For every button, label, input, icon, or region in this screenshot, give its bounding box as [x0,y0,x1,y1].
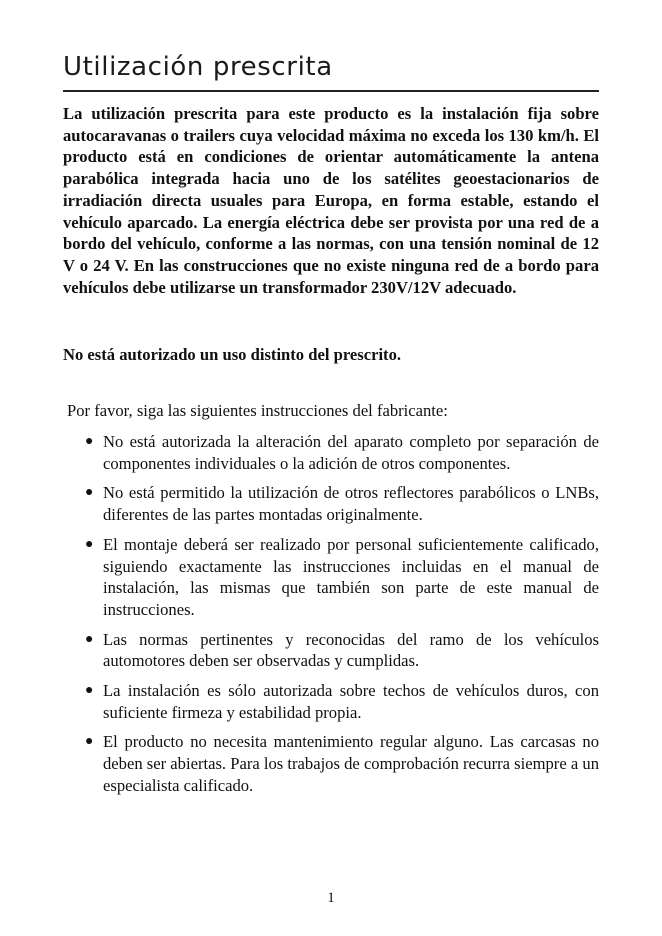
bullet-icon: ● [85,631,94,647]
list-item-text: La instalación es sólo autorizada sobre techos de vehículos duros, con suficiente firmeza y estabilidad propia. [103,681,599,722]
list-item-text: No está permitido la utilización de otros reflectores parabólicos o LNBs, diferentes de las partes montadas originalmente. [103,483,599,525]
bullet-icon: ● [85,434,94,449]
page-number: 1 [327,890,335,906]
list-item [63,629,599,672]
list-item [63,482,599,525]
bullet-icon: ● [85,536,94,552]
instructions-list [63,431,599,805]
list-item-text: Las normas pertinentes y reconocidas del ramo de los vehículos automotores deben ser observadas y cumplidas. [103,629,599,671]
intro-paragraph: La utilización prescrita para este producto es la instalación fija sobre autocaravanas o trailers cuya velocidad máxima no exceda los 130 km/h. El producto está en condiciones de orientar automáticamente la antena parabólica integrada hacia uno de los satélites geoestacionarios de irradiación directa usuales para Europa, en forma estable, estando el vehículo aparcado. La energía eléctrica debe ser provista por una red de a bordo del vehículo, conforme a las normas, con una tensión nominal de 12 V o 24 V. En las construcciones que no existe ninguna red de a bordo para vehículos debe utilizarse un transformador 230V/12V adecuado. [63,104,599,297]
usage-warning: No está autorizado un uso distinto del prescrito. [63,345,402,364]
title-underline [63,90,599,92]
instructions-lead: Por favor, siga las siguientes instrucciones del fabricante: [67,401,448,420]
list-item [63,680,599,723]
bullet-icon: ● [85,683,94,699]
bullet-icon: ● [85,734,94,750]
list-item [63,731,599,796]
list-item-text: El montaje deberá ser realizado por personal suficientemente calificado, siguiendo exactamente las instrucciones incluidas en el manual de instalación, las mismas que también son parte de este manual de instrucciones. [103,534,599,619]
list-item-text: No está autorizada la alteración del aparato completo por separación de componentes individuales o la adición de otros componentes. [103,432,599,473]
list-item [63,534,599,621]
list-item-text: El producto no necesita mantenimiento regular alguno. Las carcasas no deben ser abiertas. Para los trabajos de comprobación recurra siempre a un especialista calificado. [103,732,599,795]
page-title: Utilización prescrita [63,52,333,82]
list-item [63,431,599,474]
bullet-icon: ● [85,485,94,501]
